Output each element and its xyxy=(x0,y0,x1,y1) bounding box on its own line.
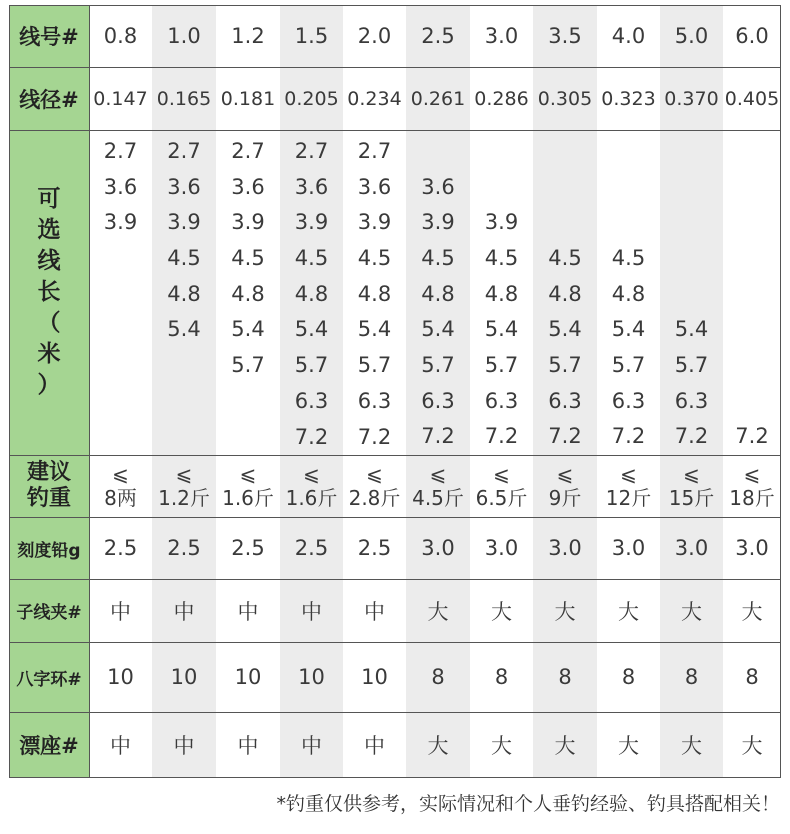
table-cell: 10 xyxy=(280,642,343,712)
grid-line xyxy=(9,67,781,68)
length-value: 4.8 xyxy=(484,281,519,306)
length-value: 5.4 xyxy=(674,317,709,342)
table-cell xyxy=(216,130,280,455)
row-header-char: 选 xyxy=(37,217,61,243)
length-value: 4.5 xyxy=(421,245,455,270)
table-cell: 3.0 xyxy=(735,536,769,560)
length-value: 5.7 xyxy=(484,352,519,377)
length-value: 7.2 xyxy=(421,424,455,449)
table-cell: 中 xyxy=(364,599,385,624)
table-cell xyxy=(89,130,152,455)
length-value: 6.3 xyxy=(611,388,646,413)
table-cell: 中 xyxy=(110,599,131,624)
row-header-char: （ xyxy=(37,310,61,336)
table-cell xyxy=(152,455,216,517)
length-value: 6.3 xyxy=(484,388,519,413)
table-cell xyxy=(280,455,343,517)
length-value: 6.3 xyxy=(674,388,709,413)
table-cell: 2.5 xyxy=(231,536,265,560)
length-value: 4.8 xyxy=(231,281,265,306)
table-cell: 8 xyxy=(621,665,636,689)
row-header-line: 建议 xyxy=(26,460,71,485)
table-cell: 3.0 xyxy=(533,517,597,579)
length-value: 2.7 xyxy=(231,139,265,163)
leq-symbol: ⩽ xyxy=(239,462,257,486)
table-cell xyxy=(723,455,781,517)
table-cell: 6.0 xyxy=(735,24,769,48)
table-cell: 大 xyxy=(491,599,512,624)
grid-line xyxy=(9,130,781,131)
table-cell: 0.181 xyxy=(220,87,276,110)
table-cell: 10 xyxy=(361,665,388,689)
table-cell: 0.370 xyxy=(660,67,723,130)
table-cell xyxy=(280,130,343,455)
length-value: 7.2 xyxy=(357,424,392,449)
length-value: 7.2 xyxy=(735,424,769,449)
table-cell: 中 xyxy=(280,579,343,642)
table-cell xyxy=(660,455,723,517)
length-value: 5.7 xyxy=(294,353,329,378)
grid-line xyxy=(9,579,781,580)
grid-line xyxy=(9,5,781,6)
table-cell xyxy=(216,455,280,517)
length-value: 5.7 xyxy=(421,352,455,377)
table-cell: 0.305 xyxy=(533,67,597,130)
weight-value: 6.5斤 xyxy=(475,486,528,510)
length-value: 3.9 xyxy=(421,210,455,235)
table-cell: 大 xyxy=(533,712,597,778)
length-value: 3.9 xyxy=(167,210,201,235)
length-value: 4.5 xyxy=(611,245,646,270)
length-value: 3.9 xyxy=(231,210,265,235)
length-value: 3.9 xyxy=(484,210,519,235)
grid-line xyxy=(9,777,781,778)
table-cell: 0.8 xyxy=(103,24,138,48)
weight-value: 12斤 xyxy=(605,486,652,510)
row-header-char: 可 xyxy=(37,186,61,212)
weight-value: 18斤 xyxy=(729,486,775,510)
table-cell: 2.5 xyxy=(280,517,343,579)
leq-symbol: ⩽ xyxy=(620,462,637,486)
length-value: 4.5 xyxy=(357,246,392,271)
table-cell: 大 xyxy=(660,712,723,778)
length-value: 3.9 xyxy=(357,210,392,235)
grid-line xyxy=(780,5,781,778)
grid-line xyxy=(9,455,781,456)
length-value: 4.5 xyxy=(294,246,329,271)
table-cell: 8 xyxy=(660,642,723,712)
weight-value: 9斤 xyxy=(548,486,582,510)
length-value: 7.2 xyxy=(484,424,519,449)
table-cell: 1.0 xyxy=(152,5,216,67)
length-value: 5.4 xyxy=(548,317,582,342)
length-value: 5.4 xyxy=(484,317,519,342)
length-value: 3.6 xyxy=(231,174,265,199)
table-cell xyxy=(660,130,723,455)
table-cell: 3.0 xyxy=(611,536,646,560)
table-cell xyxy=(470,130,533,455)
length-value: 5.4 xyxy=(231,317,265,342)
table-cell: 中 xyxy=(280,712,343,778)
length-value: 7.2 xyxy=(611,424,646,449)
length-value: 6.3 xyxy=(357,388,392,413)
weight-value: 15斤 xyxy=(668,486,715,510)
leq-symbol: ⩽ xyxy=(366,462,383,486)
table-cell: 2.5 xyxy=(103,536,138,560)
table-cell: 中 xyxy=(152,579,216,642)
length-value: 3.6 xyxy=(294,174,329,199)
length-value: 5.4 xyxy=(357,317,392,342)
table-cell: 中 xyxy=(237,599,259,624)
table-cell: 8 xyxy=(406,642,470,712)
row-header: 八字环# xyxy=(9,642,89,712)
weight-value: 1.6斤 xyxy=(222,486,274,510)
table-cell xyxy=(406,455,470,517)
grid-line xyxy=(9,5,10,778)
length-value: 5.4 xyxy=(294,317,329,342)
table-cell: 0.165 xyxy=(152,67,216,130)
length-value: 4.5 xyxy=(484,245,519,270)
table-cell: 1.2 xyxy=(231,24,265,48)
table-cell xyxy=(470,455,533,517)
leq-symbol: ⩽ xyxy=(175,462,193,486)
length-value: 4.8 xyxy=(548,281,582,306)
length-value: 3.9 xyxy=(294,210,329,235)
leq-symbol: ⩽ xyxy=(556,462,574,486)
length-value: 3.6 xyxy=(167,174,201,199)
table-cell: 0.405 xyxy=(724,87,780,110)
leq-symbol: ⩽ xyxy=(112,462,129,486)
table-cell: 大 xyxy=(741,734,763,758)
length-value: 5.7 xyxy=(674,352,709,377)
table-cell xyxy=(533,455,597,517)
length-value: 4.8 xyxy=(294,281,329,306)
row-header-char: ） xyxy=(37,372,61,398)
grid-line xyxy=(9,642,781,643)
table-cell: 2.0 xyxy=(357,24,392,48)
table-cell: 10 xyxy=(107,665,134,689)
row-header: 子线夹# xyxy=(9,579,89,642)
length-value: 2.7 xyxy=(357,139,392,163)
leq-symbol: ⩽ xyxy=(683,462,700,486)
table-cell xyxy=(89,455,152,517)
length-value: 7.2 xyxy=(294,424,329,449)
length-value: 2.7 xyxy=(167,139,201,163)
row-header-line: 钓重 xyxy=(26,486,71,511)
row-header-char: 长 xyxy=(37,279,61,305)
length-value: 2.7 xyxy=(294,139,329,163)
length-value: 5.4 xyxy=(421,317,455,342)
length-value: 7.2 xyxy=(674,424,709,449)
table-cell: 中 xyxy=(110,734,131,758)
table-cell: 0.205 xyxy=(280,67,343,130)
row-header: 线号# xyxy=(9,5,89,67)
table-cell xyxy=(152,130,216,455)
length-value: 4.5 xyxy=(231,246,265,271)
table-cell: 0.286 xyxy=(474,87,529,110)
leq-symbol: ⩽ xyxy=(303,462,320,486)
length-value: 6.3 xyxy=(548,388,582,413)
row-header xyxy=(9,455,89,517)
weight-value: 1.6斤 xyxy=(285,486,338,510)
weight-value: 4.5斤 xyxy=(412,486,464,510)
grid-line xyxy=(89,5,90,778)
length-value: 4.8 xyxy=(611,281,646,306)
row-header-char: 线 xyxy=(37,248,61,274)
length-value: 6.3 xyxy=(421,388,455,413)
table-cell: 大 xyxy=(491,734,512,758)
length-value: 5.7 xyxy=(611,352,646,377)
length-value: 7.2 xyxy=(548,424,582,449)
table-cell: 0.323 xyxy=(601,87,656,110)
table-cell xyxy=(343,455,406,517)
length-value: 4.8 xyxy=(167,281,201,306)
table-cell: 10 xyxy=(234,665,262,689)
length-value: 4.8 xyxy=(421,281,455,306)
table-cell: 10 xyxy=(152,642,216,712)
leq-symbol: ⩽ xyxy=(429,462,447,486)
length-value: 6.3 xyxy=(294,388,329,413)
length-value: 3.9 xyxy=(103,210,138,235)
table-cell: 大 xyxy=(618,734,639,758)
row-header: 刻度铅g xyxy=(9,517,89,579)
row-header xyxy=(9,130,89,455)
table-cell: 大 xyxy=(618,599,639,624)
table-cell: 中 xyxy=(364,734,385,758)
table-cell: 大 xyxy=(660,579,723,642)
weight-value: 8两 xyxy=(104,486,137,510)
table-cell: 8 xyxy=(494,665,509,689)
table-cell: 1.5 xyxy=(280,5,343,67)
length-value: 5.7 xyxy=(548,352,582,377)
length-value: 5.4 xyxy=(167,317,201,342)
length-value: 5.7 xyxy=(357,353,392,378)
leq-symbol: ⩽ xyxy=(493,462,510,486)
row-header: 漂座# xyxy=(9,712,89,778)
table-cell: 中 xyxy=(152,712,216,778)
table-cell xyxy=(343,130,406,455)
spec-table xyxy=(9,5,781,778)
table-cell: 3.5 xyxy=(533,5,597,67)
length-value: 3.6 xyxy=(421,174,455,199)
table-cell: 3.0 xyxy=(406,517,470,579)
length-value: 4.5 xyxy=(548,245,582,270)
table-cell: 0.234 xyxy=(347,87,402,110)
table-cell: 0.147 xyxy=(93,87,148,110)
table-cell: 3.0 xyxy=(484,24,519,48)
length-value: 4.8 xyxy=(357,281,392,306)
length-value: 5.7 xyxy=(231,353,265,378)
length-value: 3.6 xyxy=(357,174,392,199)
table-cell: 中 xyxy=(237,734,259,758)
grid-line xyxy=(9,712,781,713)
weight-value: 1.2斤 xyxy=(158,486,210,510)
row-header: 线径# xyxy=(9,67,89,130)
table-cell xyxy=(597,130,660,455)
table-cell: 3.0 xyxy=(484,536,519,560)
footnote: *钓重仅供参考，实际情况和个人垂钓经验、钓具搭配相关！ xyxy=(276,793,780,815)
leq-symbol: ⩽ xyxy=(743,462,761,486)
length-value: 3.6 xyxy=(103,174,138,199)
table-cell: 8 xyxy=(745,665,759,689)
table-cell: 2.5 xyxy=(152,517,216,579)
grid-line xyxy=(9,517,781,518)
length-value: 4.5 xyxy=(167,246,201,271)
table-cell xyxy=(406,130,470,455)
table-cell: 8 xyxy=(533,642,597,712)
table-cell: 大 xyxy=(533,579,597,642)
table-cell xyxy=(533,130,597,455)
table-cell: 2.5 xyxy=(357,536,392,560)
length-value: 5.4 xyxy=(611,317,646,342)
table-cell: 2.5 xyxy=(406,5,470,67)
length-value: 2.7 xyxy=(103,139,138,163)
table-cell: 大 xyxy=(741,599,763,624)
table-cell: 大 xyxy=(406,712,470,778)
table-cell: 4.0 xyxy=(611,24,646,48)
table-cell: 3.0 xyxy=(660,517,723,579)
row-header-char: 米 xyxy=(37,341,61,367)
table-cell: 5.0 xyxy=(660,5,723,67)
table-cell: 0.261 xyxy=(406,67,470,130)
table-cell: 大 xyxy=(406,579,470,642)
weight-value: 2.8斤 xyxy=(348,486,401,510)
table-cell xyxy=(597,455,660,517)
table-cell xyxy=(723,130,781,455)
